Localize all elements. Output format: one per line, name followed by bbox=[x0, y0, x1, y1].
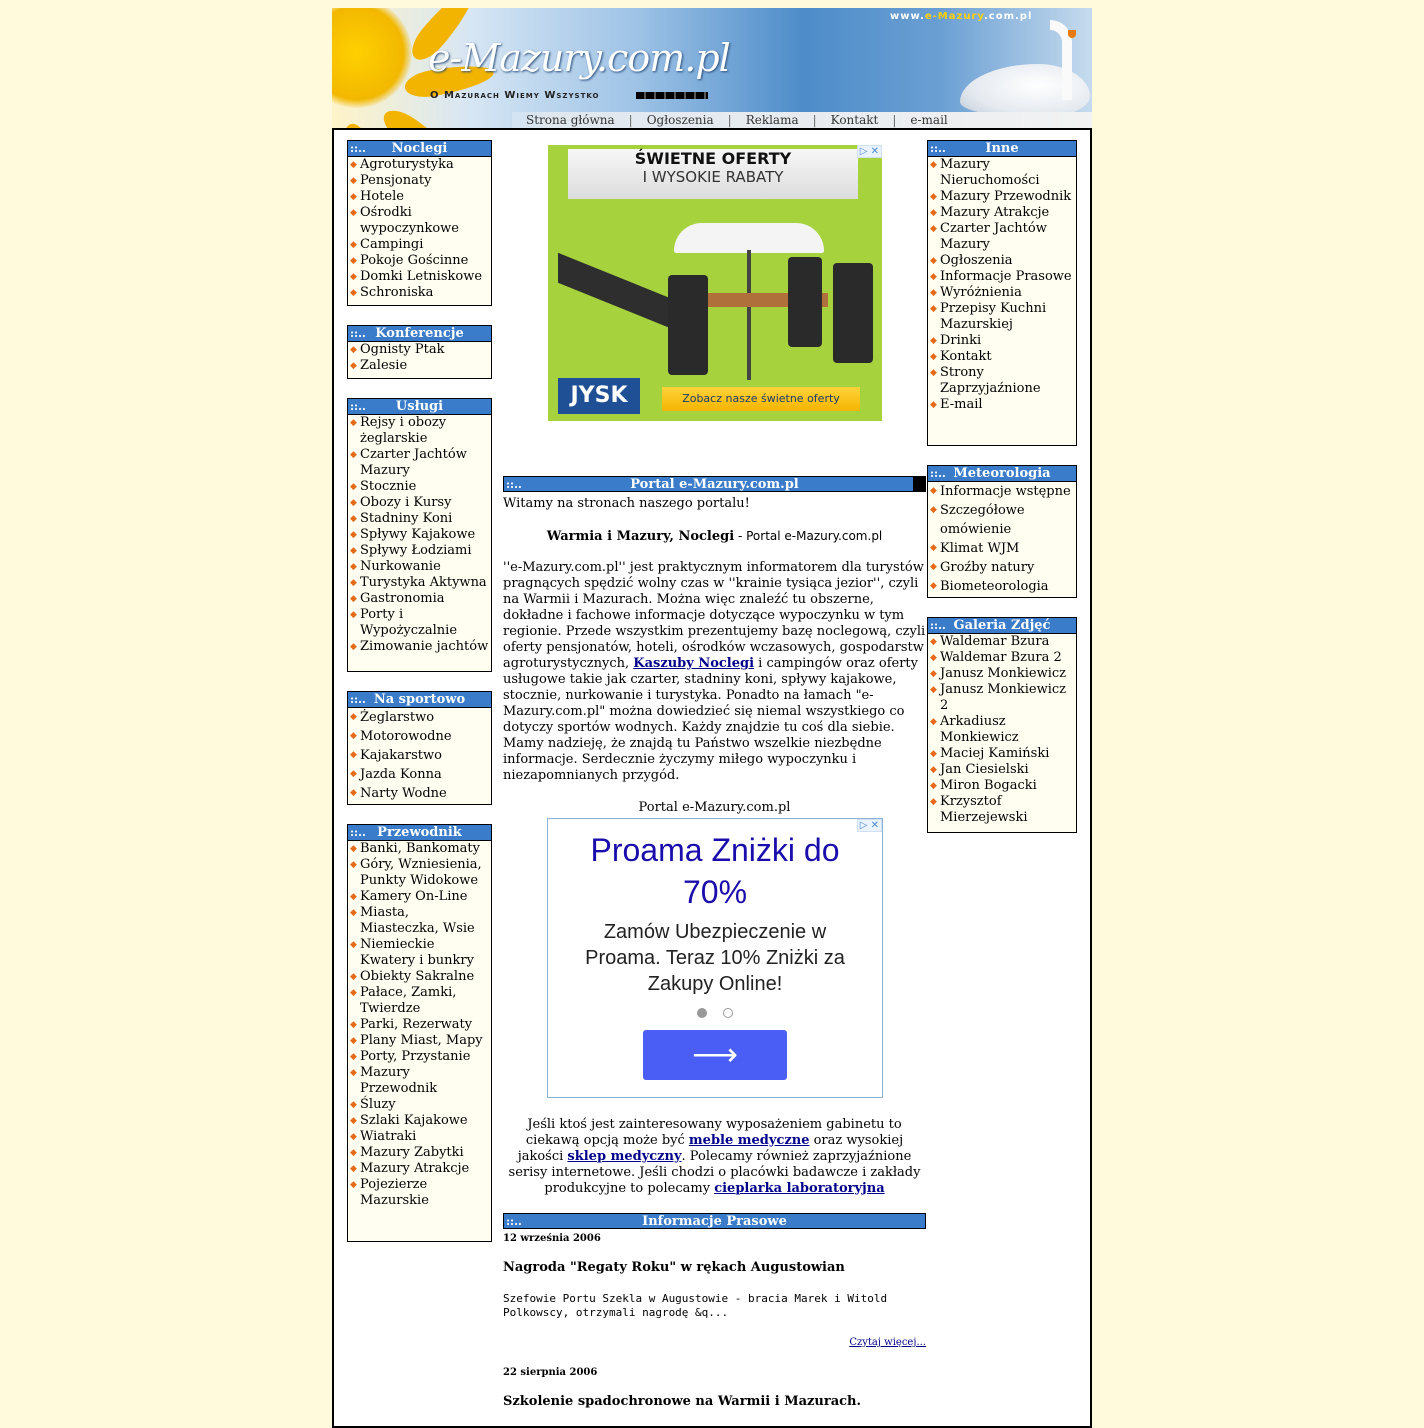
bullet-icon: ◆ bbox=[930, 669, 937, 679]
menu-separator: | bbox=[892, 113, 897, 127]
sidebar-link-label: Strony Zaprzyjaźnione bbox=[940, 365, 1041, 396]
sidebar-link-label: Jazda Konna bbox=[360, 767, 442, 782]
sidebar-link-label: Agroturystyka bbox=[360, 157, 454, 172]
sun-logo-icon bbox=[332, 8, 412, 108]
bullet-icon: ◆ bbox=[350, 288, 357, 298]
galeria-list bbox=[928, 634, 1076, 826]
bullet-icon: ◆ bbox=[930, 749, 937, 759]
sidebar-link-label: Pojezierze Mazurskie bbox=[360, 1177, 429, 1208]
carousel-dot[interactable] bbox=[723, 1008, 733, 1018]
bullet-icon: ◆ bbox=[930, 208, 937, 218]
menu-separator: | bbox=[628, 113, 633, 127]
menu-item[interactable]: Strona główna bbox=[526, 113, 615, 127]
sidebar-link-label: Czarter Jachtów Mazury bbox=[360, 447, 467, 478]
sportowo-list bbox=[348, 708, 491, 803]
konferencje-list bbox=[348, 342, 491, 374]
sidebar-link-label: Plany Miast, Mapy bbox=[360, 1033, 483, 1048]
news-more bbox=[503, 1335, 926, 1351]
bullet-icon: ◆ bbox=[350, 345, 357, 355]
bullet-icon: ◆ bbox=[350, 642, 357, 652]
sun-ray-icon bbox=[378, 103, 467, 128]
chair-image bbox=[788, 257, 822, 347]
bullet-icon: ◆ bbox=[350, 712, 357, 722]
sidebar-link-label: Pensjonaty bbox=[360, 173, 432, 188]
sidebar-link-label: Rejsy i obozy żeglarskie bbox=[360, 415, 447, 446]
bullet-icon: ◆ bbox=[350, 418, 357, 428]
sidebar-link[interactable] bbox=[348, 857, 491, 889]
bullet-icon: ◆ bbox=[350, 176, 357, 186]
sidebar-link-label: Mazury Atrakcje bbox=[940, 205, 1050, 220]
sidebar-link[interactable] bbox=[348, 969, 491, 985]
menu-item[interactable]: e-mail bbox=[910, 113, 948, 127]
site-logo[interactable]: e-Mazury.com.pl bbox=[428, 36, 730, 80]
sidebar-link[interactable] bbox=[928, 205, 1076, 221]
bullet-icon: ◆ bbox=[930, 352, 937, 362]
sidebar-link-label: Wiatraki bbox=[360, 1129, 417, 1144]
menu-item[interactable]: Kontakt bbox=[830, 113, 879, 127]
cieplarka-link[interactable]: cieplarka laboratoryjna bbox=[714, 1181, 885, 1196]
bullet-icon: ◆ bbox=[350, 546, 357, 556]
bullet-icon: ◆ bbox=[350, 514, 357, 524]
sidebar-link-label: Wyróżnienia bbox=[940, 285, 1022, 300]
sidebar-link-label: Kamery On-Line bbox=[360, 889, 468, 904]
sidebar-link[interactable] bbox=[928, 682, 1076, 714]
sidebar-link[interactable] bbox=[348, 575, 491, 591]
bullet-icon: ◆ bbox=[350, 562, 357, 572]
sidebar-link-label: Zimowanie jachtów bbox=[360, 639, 489, 654]
sidebar-link-label: Obiekty Sakralne bbox=[360, 969, 475, 984]
bullet-icon: ◆ bbox=[350, 988, 357, 998]
sidebar-link[interactable] bbox=[348, 173, 491, 189]
bullet-icon: ◆ bbox=[350, 1180, 357, 1190]
sidebar-link[interactable] bbox=[928, 253, 1076, 269]
bullet-icon: ◆ bbox=[350, 208, 357, 218]
sidebar-link-label: Nurkowanie bbox=[360, 559, 441, 574]
sidebar-link[interactable] bbox=[348, 358, 491, 374]
sidebar-link[interactable] bbox=[348, 157, 491, 173]
sidebar-link-label: Szlaki Kajakowe bbox=[360, 1113, 468, 1128]
sidebar-link[interactable] bbox=[348, 511, 491, 527]
bullet-icon: ◆ bbox=[350, 1100, 357, 1110]
bullet-icon: ◆ bbox=[350, 788, 357, 798]
konferencje-title: Konferencje bbox=[375, 326, 464, 341]
sidebar-link-label: Domki Letniskowe bbox=[360, 269, 483, 284]
przewodnik-title: Przewodnik bbox=[377, 825, 462, 840]
ad-close-icon[interactable]: ▷ ✕ bbox=[857, 145, 882, 158]
bullet-icon: ◆ bbox=[930, 486, 937, 496]
przewodnik-list bbox=[348, 841, 491, 1209]
sidebar-link[interactable] bbox=[928, 539, 1076, 558]
swan-beak bbox=[1068, 30, 1076, 38]
sidebar-link-label: Przepisy Kuchni Mazurskiej bbox=[940, 301, 1047, 332]
sidebar-link-label: Pałace, Zamki, Twierdze bbox=[360, 985, 457, 1016]
news-date: 22 sierpnia 2006 bbox=[503, 1367, 598, 1378]
bullet-icon: ◆ bbox=[930, 224, 937, 234]
sidebar-link[interactable] bbox=[348, 889, 491, 905]
sidebar-link-label: Pokoje Gościnne bbox=[360, 253, 469, 268]
bullet-icon: ◆ bbox=[930, 797, 937, 807]
bullet-icon: ◆ bbox=[350, 940, 357, 950]
bullet-icon: ◆ bbox=[930, 368, 937, 378]
bullet-icon: ◆ bbox=[350, 1116, 357, 1126]
bullet-icon: ◆ bbox=[350, 892, 357, 902]
sidebar-link-label: Miasta, Miasteczka, Wsie bbox=[360, 905, 475, 936]
sidebar-link[interactable] bbox=[348, 189, 491, 205]
sidebar-link[interactable] bbox=[348, 479, 491, 495]
bullet-icon: ◆ bbox=[350, 450, 357, 460]
sponsor-text: Jeśli ktoś jest zainteresowany wyposażeniem gabinetu to ciekawą opcją może być meble medyczne oraz wysokiej jakości sklep medyczny. Polecamy również zaprzyjaźnione serisy internetowe. Jeśli chodzi o placówki badawcze i zakłady produkcyjne to polecamy cieplarka laboratoryjna bbox=[508, 1117, 921, 1196]
bullet-icon: ◆ bbox=[930, 562, 937, 572]
sidebar-link[interactable] bbox=[348, 708, 491, 727]
ad-title[interactable]: Proama Zniżki do 70% bbox=[590, 832, 840, 910]
bullet-icon: ◆ bbox=[930, 256, 937, 266]
sidebar-link[interactable] bbox=[928, 269, 1076, 285]
sidebar-link-label: Porty, Przystanie bbox=[360, 1049, 471, 1064]
news-excerpt: Szefowie Portu Szekla w Augustowie - bracia Marek i Witold Polkowscy, otrzymali nagrodę &q... bbox=[503, 1292, 888, 1319]
meteo-box: ::.. Meteorologia ◆ Informacje wstępne ◆ Szczegółowe omówienie ◆ Klimat WJM ◆ Groźby natury ◆ Biometeorologia bbox=[927, 465, 1077, 598]
sidebar-link[interactable] bbox=[348, 269, 491, 285]
noclegi-box: ::.. Noclegi ◆ Agroturystyka ◆ Pensjonaty ◆ Hotele ◆ Ośrodki wypoczynkowe ◆ Campingi ◆ Pokoje Gościnne ◆ Domki Letniskowe ◆ Schroniska bbox=[347, 140, 492, 306]
bullet-icon: ◆ bbox=[930, 336, 937, 346]
bullet-icon: ◆ bbox=[930, 400, 937, 410]
sidebar-link-label: Hotele bbox=[360, 189, 404, 204]
sidebar-link[interactable] bbox=[348, 937, 491, 969]
sidebar-link[interactable] bbox=[348, 495, 491, 511]
sidebar-link-label: Mazury Zabytki bbox=[360, 1145, 464, 1160]
portal-intro: ''e-Mazury.com.pl'' jest praktycznym informatorem dla turystów pragnących spędzić wolny czas w ''krainie tysiąca jezior'', czyli na Warmii i Mazurach. Można więc znaleźć tu obszerne, dokładne i fachowe informacje dotyczące wypoczynku w tym regionie. Przede wszystkim prezentujemy bazę noclegową, czyli oferty pensjonatów, hoteli, ośrodków wczasowych, gospodarstw agroturystycznych, Kaszuby Noclegi i campingów oraz oferty usługowe takie jak czarter, stadniny koni, spływy kajakowe, stocznie, nurkowanie i turystyka. Ponadto na łamach "e-Mazury.com.pl" można dowiedzieć się niemal wszystkiego co dotyczy sportów wodnych. Każdy znajdzie tu coś dla siebie. Mamy nadzieję, że znajdą tu Państwo wszelkie niezbędne informacje. Serdecznie życzymy miłego wypoczynku i niezapomnianych przygód. bbox=[503, 560, 926, 783]
sidebar-link-label: Klimat WJM bbox=[940, 541, 1020, 556]
bullet-icon: ◆ bbox=[350, 192, 357, 202]
bullet-icon: ◆ bbox=[930, 505, 937, 515]
sidebar-link-label: Kontakt bbox=[940, 349, 992, 364]
sidebar-link[interactable] bbox=[928, 301, 1076, 333]
sidebar-link-label: Mazury Atrakcje bbox=[360, 1161, 470, 1176]
sidebar-link[interactable] bbox=[348, 1161, 491, 1177]
sidebar-link[interactable] bbox=[928, 349, 1076, 365]
bullet-icon: ◆ bbox=[350, 1164, 357, 1174]
bullet-icon: ◆ bbox=[930, 543, 937, 553]
sidebar-link-label: Janusz Monkiewicz bbox=[940, 666, 1067, 681]
sun-ray-icon bbox=[338, 121, 386, 128]
sidebar-link[interactable] bbox=[928, 482, 1076, 501]
meteo-title: Meteorologia bbox=[953, 466, 1051, 481]
inne-box: ::.. Inne ◆ Mazury Nieruchomości ◆ Mazury Przewodnik ◆ Mazury Atrakcje ◆ Czarter Jachtów Mazury ◆ Ogłoszenia ◆ Informacje Prasowe ◆ Wyróżnienia ◆ Przepisy Kuchni Mazurskiej ◆ Drinki ◆ Kontakt ◆ Strony Zaprzyjaźnione ◆ E-mail bbox=[927, 140, 1077, 446]
sidebar-link-label: Narty Wodne bbox=[360, 786, 447, 801]
bullet-icon: ◆ bbox=[930, 288, 937, 298]
sidebar-link-label: Kajakarstwo bbox=[360, 748, 442, 763]
sidebar-link[interactable] bbox=[928, 577, 1076, 596]
news-headline[interactable]: Nagroda "Regaty Roku" w rękach Augustowian bbox=[503, 1260, 845, 1275]
sidebar-link-label: Spływy Kajakowe bbox=[360, 527, 476, 542]
tagline-bars bbox=[636, 92, 708, 99]
sidebar-link[interactable] bbox=[928, 397, 1076, 413]
news-title: Informacje Prasowe bbox=[642, 1214, 787, 1229]
sidebar-link[interactable] bbox=[348, 415, 491, 447]
sidebar-link[interactable] bbox=[348, 1145, 491, 1161]
sidebar-link[interactable] bbox=[348, 905, 491, 937]
bullet-icon: ◆ bbox=[930, 717, 937, 727]
sidebar-link[interactable] bbox=[348, 205, 491, 237]
sidebar-link-label: Porty i Wypożyczalnie bbox=[360, 607, 458, 638]
sidebar-link[interactable] bbox=[928, 365, 1076, 397]
sidebar-link-label: Stocznie bbox=[360, 479, 417, 494]
bullet-icon: ◆ bbox=[350, 610, 357, 620]
galeria-box: ::.. Galeria Zdjęć ◆ Waldemar Bzura ◆ Waldemar Bzura 2 ◆ Janusz Monkiewicz ◆ Janusz Monkiewicz 2 ◆ Arkadiusz Monkiewicz ◆ Maciej Kamiński ◆ Jan Ciesielski ◆ Miron Bogacki ◆ Krzysztof Mierzejewski bbox=[927, 617, 1077, 833]
inne-title: Inne bbox=[985, 141, 1019, 156]
sportowo-box: ::.. Na sportowo ◆ Żeglarstwo ◆ Motorowodne ◆ Kajakarstwo ◆ Jazda Konna ◆ Narty Wodne bbox=[347, 691, 492, 805]
ad-arrow-button[interactable] bbox=[643, 1030, 787, 1080]
sidebar-link[interactable] bbox=[928, 714, 1076, 746]
umbrella-pole bbox=[747, 250, 751, 380]
news-date: 12 września 2006 bbox=[503, 1233, 601, 1244]
sidebar-link[interactable] bbox=[348, 1065, 491, 1097]
sidebar-link-label: Spływy Łodziami bbox=[360, 543, 472, 558]
uslugi-box: ::.. Usługi ◆ Rejsy i obozy żeglarskie ◆ Czarter Jachtów Mazury ◆ Stocznie ◆ Obozy i Kursy ◆ Stadniny Koni ◆ Spływy Kajakowe ◆ Spływy Łodziami ◆ Nurkowanie ◆ Turystyka Aktywna ◆ Gastronomia ◆ Porty i Wypożyczalnie ◆ Zimowanie jachtów bbox=[347, 398, 492, 672]
sidebar-link-label: Groźby natury bbox=[940, 560, 1035, 575]
sidebar-link[interactable] bbox=[928, 558, 1076, 577]
news-header: ::.. Informacje Prasowe bbox=[503, 1213, 926, 1229]
ad-cta-button[interactable]: Zobacz nasze świetne oferty bbox=[662, 387, 860, 411]
sidebar-link-label: Niemieckie Kwatery i bunkry bbox=[360, 937, 474, 968]
bullet-icon: ◆ bbox=[350, 272, 357, 282]
bullet-icon: ◆ bbox=[350, 1020, 357, 1030]
bullet-icon: ◆ bbox=[350, 578, 357, 588]
sidebar-link-label: Turystyka Aktywna bbox=[360, 575, 487, 590]
sidebar-link[interactable] bbox=[348, 607, 491, 639]
sidebar-link[interactable] bbox=[928, 333, 1076, 349]
sidebar-link[interactable] bbox=[928, 189, 1076, 205]
bullet-icon: ◆ bbox=[350, 240, 357, 250]
bullet-icon: ◆ bbox=[350, 1132, 357, 1142]
bullet-icon: ◆ bbox=[350, 769, 357, 779]
proama-ad[interactable] bbox=[547, 818, 883, 1098]
bullet-icon: ◆ bbox=[350, 972, 357, 982]
sklep-medyczny-link[interactable]: sklep medyczny bbox=[567, 1149, 682, 1164]
sidebar-link[interactable] bbox=[348, 1097, 491, 1113]
sidebar-link-label: Janusz Monkiewicz 2 bbox=[940, 682, 1067, 713]
sidebar-link[interactable] bbox=[928, 762, 1076, 778]
sidebar-link-label: Ośrodki wypoczynkowe bbox=[360, 205, 459, 236]
ad-subheadline: I WYSOKIE RABATY bbox=[642, 168, 784, 186]
sidebar-link-label: Waldemar Bzura bbox=[940, 634, 1050, 649]
bullet-icon: ◆ bbox=[350, 731, 357, 741]
noclegi-list bbox=[348, 157, 491, 301]
chair-image bbox=[833, 263, 873, 363]
www-label: www.e-Mazury.com.pl bbox=[890, 11, 1033, 22]
portal-subtitle: Warmia i Mazury, Noclegi - Portal e-Mazury.com.pl bbox=[546, 529, 883, 544]
bullet-icon: ◆ bbox=[350, 594, 357, 604]
sidebar-link-label: Mazury Przewodnik bbox=[360, 1065, 438, 1096]
sidebar-link-label: Ognisty Ptak bbox=[360, 342, 445, 357]
kaszuby-noclegi-link[interactable]: Kaszuby Noclegi bbox=[633, 656, 755, 671]
sidebar-link[interactable] bbox=[348, 639, 491, 655]
sidebar-link[interactable] bbox=[928, 285, 1076, 301]
sidebar-link[interactable] bbox=[928, 650, 1076, 666]
sidebar-link[interactable] bbox=[928, 634, 1076, 650]
sidebar-link[interactable] bbox=[348, 1017, 491, 1033]
sidebar-link-label: Waldemar Bzura 2 bbox=[940, 650, 1062, 665]
sidebar-link-label: Zalesie bbox=[360, 358, 408, 373]
jysk-logo: JYSK bbox=[558, 378, 640, 414]
portal-caption: Portal e-Mazury.com.pl bbox=[638, 800, 791, 815]
tagline: O Mazurach Wiemy Wszystko bbox=[430, 90, 600, 101]
header-block bbox=[913, 477, 925, 491]
carousel-dot-active[interactable] bbox=[697, 1008, 707, 1018]
top-menu bbox=[512, 112, 1092, 128]
sidebar-link[interactable] bbox=[348, 447, 491, 479]
bullet-icon: ◆ bbox=[930, 581, 937, 591]
meteo-list bbox=[928, 482, 1076, 596]
read-more-link[interactable]: Czytaj więcej... bbox=[849, 1337, 926, 1348]
news-headline[interactable]: Szkolenie spadochronowe na Warmii i Mazurach. bbox=[503, 1394, 862, 1409]
sunbed-image bbox=[558, 253, 668, 327]
bullet-icon: ◆ bbox=[930, 653, 937, 663]
bullet-icon: ◆ bbox=[930, 781, 937, 791]
sidebar-link-label: Informacje Prasowe bbox=[940, 269, 1072, 284]
sidebar-link-label: Obozy i Kursy bbox=[360, 495, 452, 510]
sidebar-link-label: Krzysztof Mierzejewski bbox=[940, 794, 1028, 825]
sidebar-link-label: Ogłoszenia bbox=[940, 253, 1013, 268]
bullet-icon: ◆ bbox=[350, 844, 357, 854]
portal-header: ::.. Portal e-Mazury.com.pl bbox=[503, 476, 926, 492]
bullet-icon: ◆ bbox=[930, 685, 937, 695]
sidebar-link[interactable] bbox=[928, 666, 1076, 682]
sidebar-link-label: Czarter Jachtów Mazury bbox=[940, 221, 1047, 252]
ad-headline-box bbox=[568, 149, 858, 199]
sidebar-link-label: Maciej Kamiński bbox=[940, 746, 1050, 761]
uslugi-list bbox=[348, 415, 491, 655]
bullet-icon: ◆ bbox=[350, 256, 357, 266]
bullet-icon: ◆ bbox=[350, 160, 357, 170]
bullet-icon: ◆ bbox=[350, 1036, 357, 1046]
uslugi-title: Usługi bbox=[395, 399, 444, 414]
arrow-right-icon: ⟶ bbox=[692, 1036, 738, 1072]
sidebar-link[interactable] bbox=[928, 794, 1076, 826]
portal-title: Portal e-Mazury.com.pl bbox=[630, 477, 799, 492]
sidebar-link[interactable] bbox=[928, 221, 1076, 253]
jysk-ad[interactable] bbox=[548, 145, 882, 421]
sidebar-link[interactable] bbox=[928, 746, 1076, 762]
sidebar-link[interactable] bbox=[348, 1033, 491, 1049]
sidebar-link-label: Schroniska bbox=[360, 285, 434, 300]
ad-close-icon[interactable]: ▷ ✕ bbox=[857, 819, 882, 832]
sidebar-link[interactable] bbox=[348, 765, 491, 784]
bullet-icon: ◆ bbox=[930, 160, 937, 170]
noclegi-title: Noclegi bbox=[391, 141, 448, 156]
sidebar-link-label: Mazury Przewodnik bbox=[940, 189, 1072, 204]
sidebar-link-label: Jan Ciesielski bbox=[940, 762, 1029, 777]
sidebar-link[interactable] bbox=[348, 1129, 491, 1145]
bullet-icon: ◆ bbox=[350, 860, 357, 870]
inne-list bbox=[928, 157, 1076, 413]
bullet-icon: ◆ bbox=[350, 1052, 357, 1062]
sidebar-link[interactable] bbox=[928, 157, 1076, 189]
welcome-text: Witamy na stronach naszego portalu! bbox=[503, 496, 750, 511]
sidebar-link-label: Miron Bogacki bbox=[940, 778, 1037, 793]
sidebar-link-label: Informacje wstępne bbox=[940, 484, 1071, 499]
bullet-icon: ◆ bbox=[350, 498, 357, 508]
sidebar-link-label: Parki, Rezerwaty bbox=[360, 1017, 473, 1032]
sidebar-link[interactable] bbox=[348, 559, 491, 575]
sidebar-link-label: Arkadiusz Monkiewicz bbox=[940, 714, 1019, 745]
sidebar-link[interactable] bbox=[928, 778, 1076, 794]
menu-item[interactable]: Reklama bbox=[745, 113, 799, 127]
sidebar-link-label: Motorowodne bbox=[360, 729, 452, 744]
sidebar-link[interactable] bbox=[348, 543, 491, 559]
bullet-icon: ◆ bbox=[350, 908, 357, 918]
bullet-icon: ◆ bbox=[930, 192, 937, 202]
sidebar-link-label: Mazury Nieruchomości bbox=[940, 157, 1040, 188]
bullet-icon: ◆ bbox=[930, 765, 937, 775]
header-banner bbox=[332, 8, 1092, 128]
umbrella-image bbox=[674, 223, 824, 253]
konferencje-box: ::.. Konferencje ◆ Ognisty Ptak ◆ Zalesie bbox=[347, 325, 492, 379]
bullet-icon: ◆ bbox=[350, 482, 357, 492]
sidebar-link-label: Gastronomia bbox=[360, 591, 445, 606]
sidebar-link-label: Góry, Wzniesienia, Punkty Widokowe bbox=[360, 857, 482, 888]
sidebar-link[interactable] bbox=[348, 841, 491, 857]
ad-body: Zamów Ubezpieczenie w Proama. Teraz 10% Zniżki za Zakupy Online! bbox=[585, 921, 845, 995]
chair-image bbox=[668, 275, 708, 375]
sidebar-link-label: Żeglarstwo bbox=[360, 710, 435, 725]
sidebar-link-label: Banki, Bankomaty bbox=[360, 841, 481, 856]
galeria-title: Galeria Zdjęć bbox=[953, 618, 1051, 633]
sidebar-link[interactable] bbox=[348, 591, 491, 607]
bullet-icon: ◆ bbox=[930, 637, 937, 647]
bullet-icon: ◆ bbox=[930, 304, 937, 314]
sidebar-link[interactable] bbox=[348, 527, 491, 543]
bullet-icon: ◆ bbox=[350, 361, 357, 371]
sidebar-link[interactable] bbox=[928, 501, 1076, 539]
bullet-icon: ◆ bbox=[350, 530, 357, 540]
sidebar-link[interactable] bbox=[348, 237, 491, 253]
bullet-icon: ◆ bbox=[350, 1148, 357, 1158]
sidebar-link-label: Szczegółowe omówienie bbox=[940, 503, 1025, 537]
sidebar-link-label: Śluzy bbox=[360, 1097, 396, 1112]
przewodnik-box: ::.. Przewodnik ◆ Banki, Bankomaty ◆ Góry, Wzniesienia, Punkty Widokowe ◆ Kamery On-Line ◆ Miasta, Miasteczka, Wsie ◆ Niemieckie Kwatery i bunkry ◆ Obiekty Sakralne ◆ Pałace, Zamki, Twierdze ◆ Parki, Rezerwaty ◆ Plany Miast, Mapy ◆ Porty, Przystanie ◆ Mazury Przewodnik ◆ Śluzy ◆ Szlaki Kajakowe ◆ Wiatraki ◆ Mazury Zabytki ◆ Mazury Atrakcje ◆ Pojezierze Mazurskie bbox=[347, 824, 492, 1242]
meble-medyczne-link[interactable]: meble medyczne bbox=[688, 1133, 810, 1148]
bullet-icon: ◆ bbox=[350, 1068, 357, 1078]
sidebar-link-label: Biometeorologia bbox=[940, 579, 1049, 594]
sidebar-link-label: E-mail bbox=[940, 397, 983, 412]
menu-item[interactable]: Ogłoszenia bbox=[646, 113, 714, 127]
sportowo-title: Na sportowo bbox=[373, 692, 466, 707]
sidebar-link[interactable] bbox=[348, 342, 491, 358]
sidebar-link-label: Drinki bbox=[940, 333, 982, 348]
menu-separator: | bbox=[812, 113, 817, 127]
sidebar-link[interactable] bbox=[348, 1177, 491, 1209]
sidebar-link[interactable] bbox=[348, 1049, 491, 1065]
bullet-icon: ◆ bbox=[930, 272, 937, 282]
sidebar-link[interactable] bbox=[348, 985, 491, 1017]
sidebar-link[interactable] bbox=[348, 727, 491, 746]
sidebar-link[interactable] bbox=[348, 746, 491, 765]
sidebar-link[interactable] bbox=[348, 1113, 491, 1129]
sidebar-link-label: Campingi bbox=[360, 237, 424, 252]
ad-headline: ŚWIETNE OFERTY bbox=[634, 149, 792, 168]
bullet-icon: ◆ bbox=[350, 750, 357, 760]
sidebar-link[interactable] bbox=[348, 285, 491, 301]
sidebar-link[interactable] bbox=[348, 784, 491, 803]
sidebar-link[interactable] bbox=[348, 253, 491, 269]
menu-separator: | bbox=[727, 113, 732, 127]
sidebar-link-label: Stadniny Koni bbox=[360, 511, 453, 526]
